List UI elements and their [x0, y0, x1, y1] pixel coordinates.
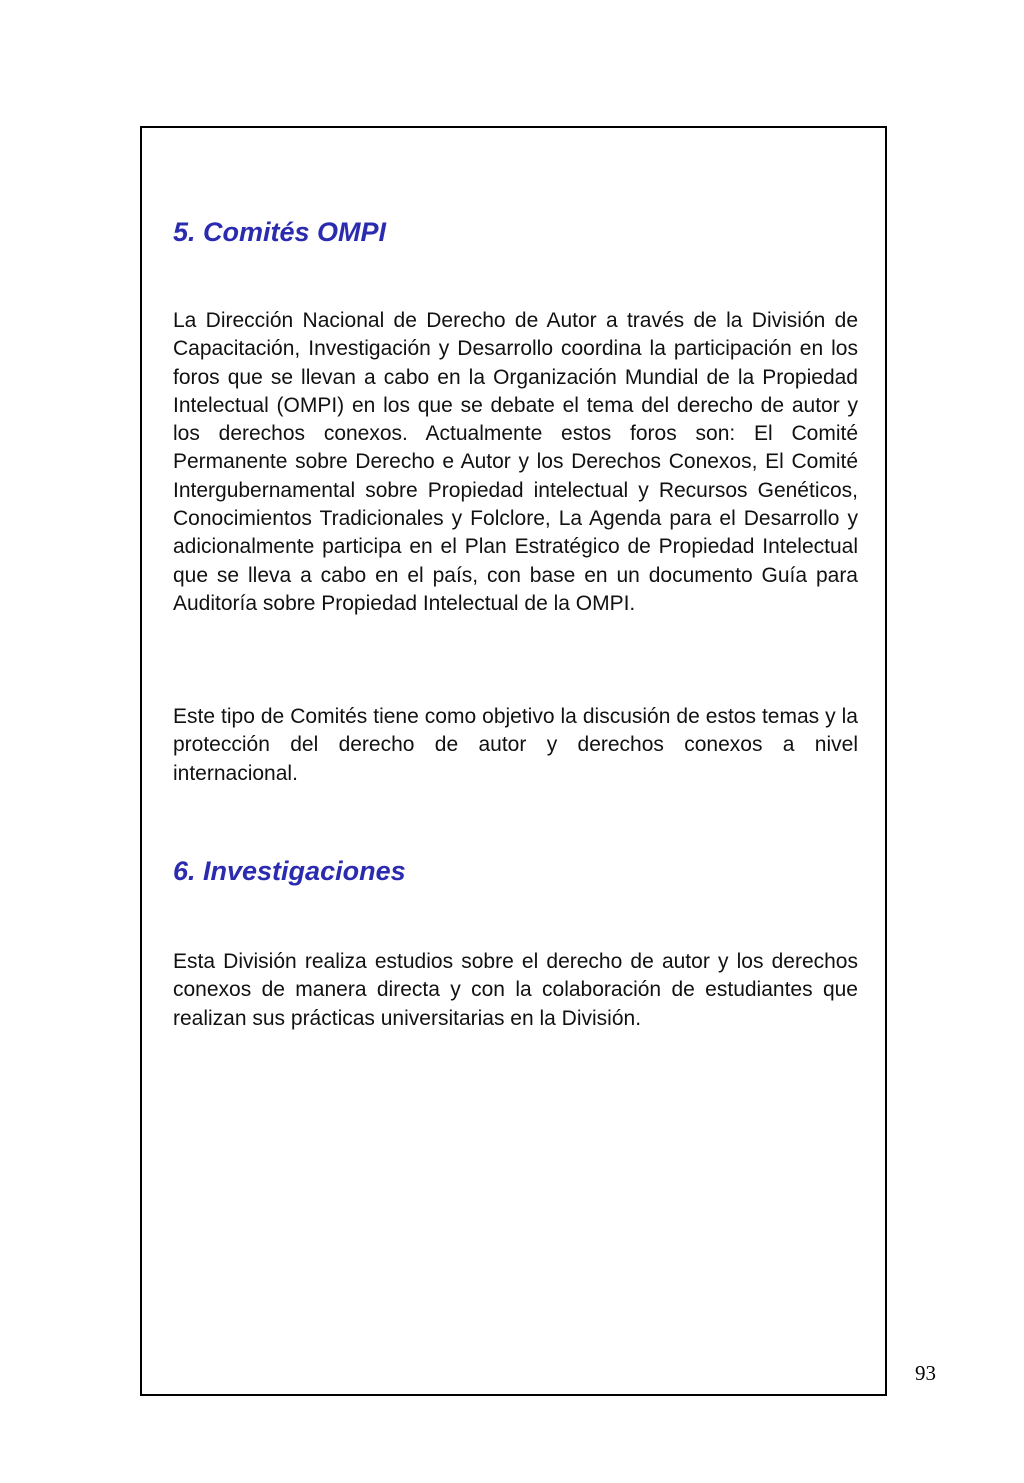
paragraph-comites-intro: La Dirección Nacional de Derecho de Autor a través de la División de Capacitación, Investigación y Desarrollo coordina la participación en los foros que se llevan a cabo en la Organización Mundial de la Propiedad Intelectual (OMPI) en los que se debate el tema del derecho de autor y los derechos conexos. Actualmente estos foros son: El Comité Permanente sobre Derecho e Autor y los Derechos Conexos, El Comité Intergubernamental sobre Propiedad intelectual y Recursos Genéticos, Conocimientos Tradicionales y Folclore, La Agenda para el Desarrollo y adicionalmente participa en el Plan Estratégico de Propiedad Intelectual que se lleva a cabo en el país, con base en un documento Guía para Auditoría sobre Propiedad Intelectual de la OMPI. — [173, 309, 858, 615]
paragraph-comites-objective: Este tipo de Comités tiene como objetivo la discusión de estos temas y la protección del derecho de autor y derechos conexos a nivel internacional. — [173, 705, 858, 785]
section-heading-investigaciones: 6. Investigaciones — [173, 856, 406, 886]
page-number: 93 — [915, 1361, 936, 1385]
section-heading-comites-ompi: 5. Comités OMPI — [173, 217, 387, 247]
paragraph-investigaciones: Esta División realiza estudios sobre el derecho de autor y los derechos conexos de manera directa y con la colaboración de estudiantes que realizan sus prácticas universitarias en la División. — [173, 950, 858, 1030]
